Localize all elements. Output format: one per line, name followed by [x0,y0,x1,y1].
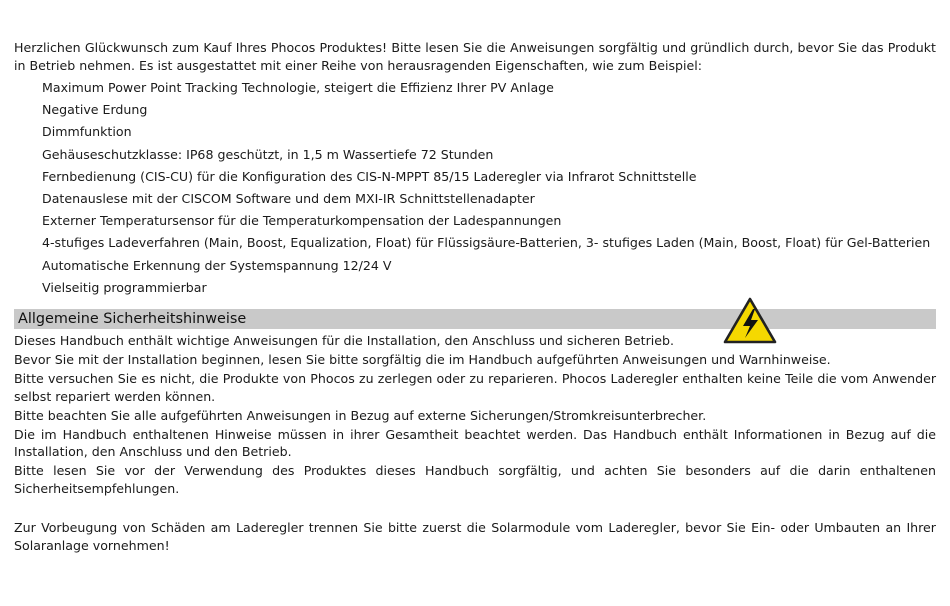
high-voltage-warning-icon [722,296,778,346]
feature-list [14,77,936,299]
feature-item: 4-stufiges Ladeverfahren (Main, Boost, Equalization, Float) für Flüssigsäure-Batterien, 3- stufiges Laden (Main, Boost, Float) für Gel-Batterien [42,235,931,251]
feature-item: Datenauslese mit der CISCOM Software und dem MXI-IR Schnittstellenadapter [42,191,535,207]
safety-note: Die im Handbuch enthaltenen Hinweise müssen in ihrer Gesamtheit beachtet werden. Das Handbuch enthält Informationen in Bezug auf die Installation, den Anschluss und den Betrieb. [14,426,936,460]
manual-page [14,39,936,554]
feature-item: Maximum Power Point Tracking Technologie, steigert die Effizienz Ihrer PV Anlage [42,80,554,95]
intro-paragraph: Herzlichen Glückwunsch zum Kauf Ihres Phocos Produktes! Bitte lesen Sie die Anweisungen sorgfältig und gründlich durch, bevor Sie das Produkt in Betrieb nehmen. Es ist ausgestattet mit einer Reihe von herausragenden Eigenschaften, wie zum Beispiel: [14,40,936,73]
feature-item: Dimmfunktion [42,124,132,140]
safety-note: Bevor Sie mit der Installation beginnen, lesen Sie bitte sorgfältig die im Handbuch aufgeführten Anweisungen und Warnhinweise. [14,352,831,368]
feature-item: Negative Erdung [42,102,148,118]
safety-note: Bitte versuchen Sie es nicht, die Produkte von Phocos zu zerlegen oder zu reparieren. Phocos Laderegler enthalten keine Teile die vom Anwender selbst repariert werden können. [14,371,936,404]
closing-paragraph: Zur Vorbeugung von Schäden am Laderegler trennen Sie bitte zuerst die Solarmodule vom Laderegler, bevor Sie Ein- oder Umbauten an Ihrer Solaranlage vornehmen! [14,520,936,553]
feature-item: Gehäuseschutzklasse: IP68 geschützt, in 1,5 m Wassertiefe 72 Stunden [42,146,494,162]
safety-note: Dieses Handbuch enthält wichtige Anweisungen für die Installation, den Anschluss und sicheren Betrieb. [14,333,675,349]
safety-notes [14,332,936,497]
safety-section-header [14,309,936,329]
feature-item: Externer Temperatursensor für die Temperaturkompensation der Ladespannungen [42,213,562,229]
safety-note: Bitte lesen Sie vor der Verwendung des Produktes dieses Handbuch sorgfältig, und achten Sie besonders auf die darin enthaltenen Sicherheitsempfehlungen. [14,463,936,496]
feature-item: Vielseitig programmierbar [42,279,207,295]
section-title: Allgemeine Sicherheitshinweise [18,311,247,328]
feature-item: Fernbedienung (CIS-CU) für die Konfiguration des CIS-N-MPPT 85/15 Laderegler via Infrarot Schnittstelle [42,168,697,184]
feature-item: Automatische Erkennung der Systemspannung 12/24 V [42,257,392,273]
safety-note: Bitte beachten Sie alle aufgeführten Anweisungen in Bezug auf externe Sicherungen/Stromkreisunterbrecher. [14,407,707,423]
